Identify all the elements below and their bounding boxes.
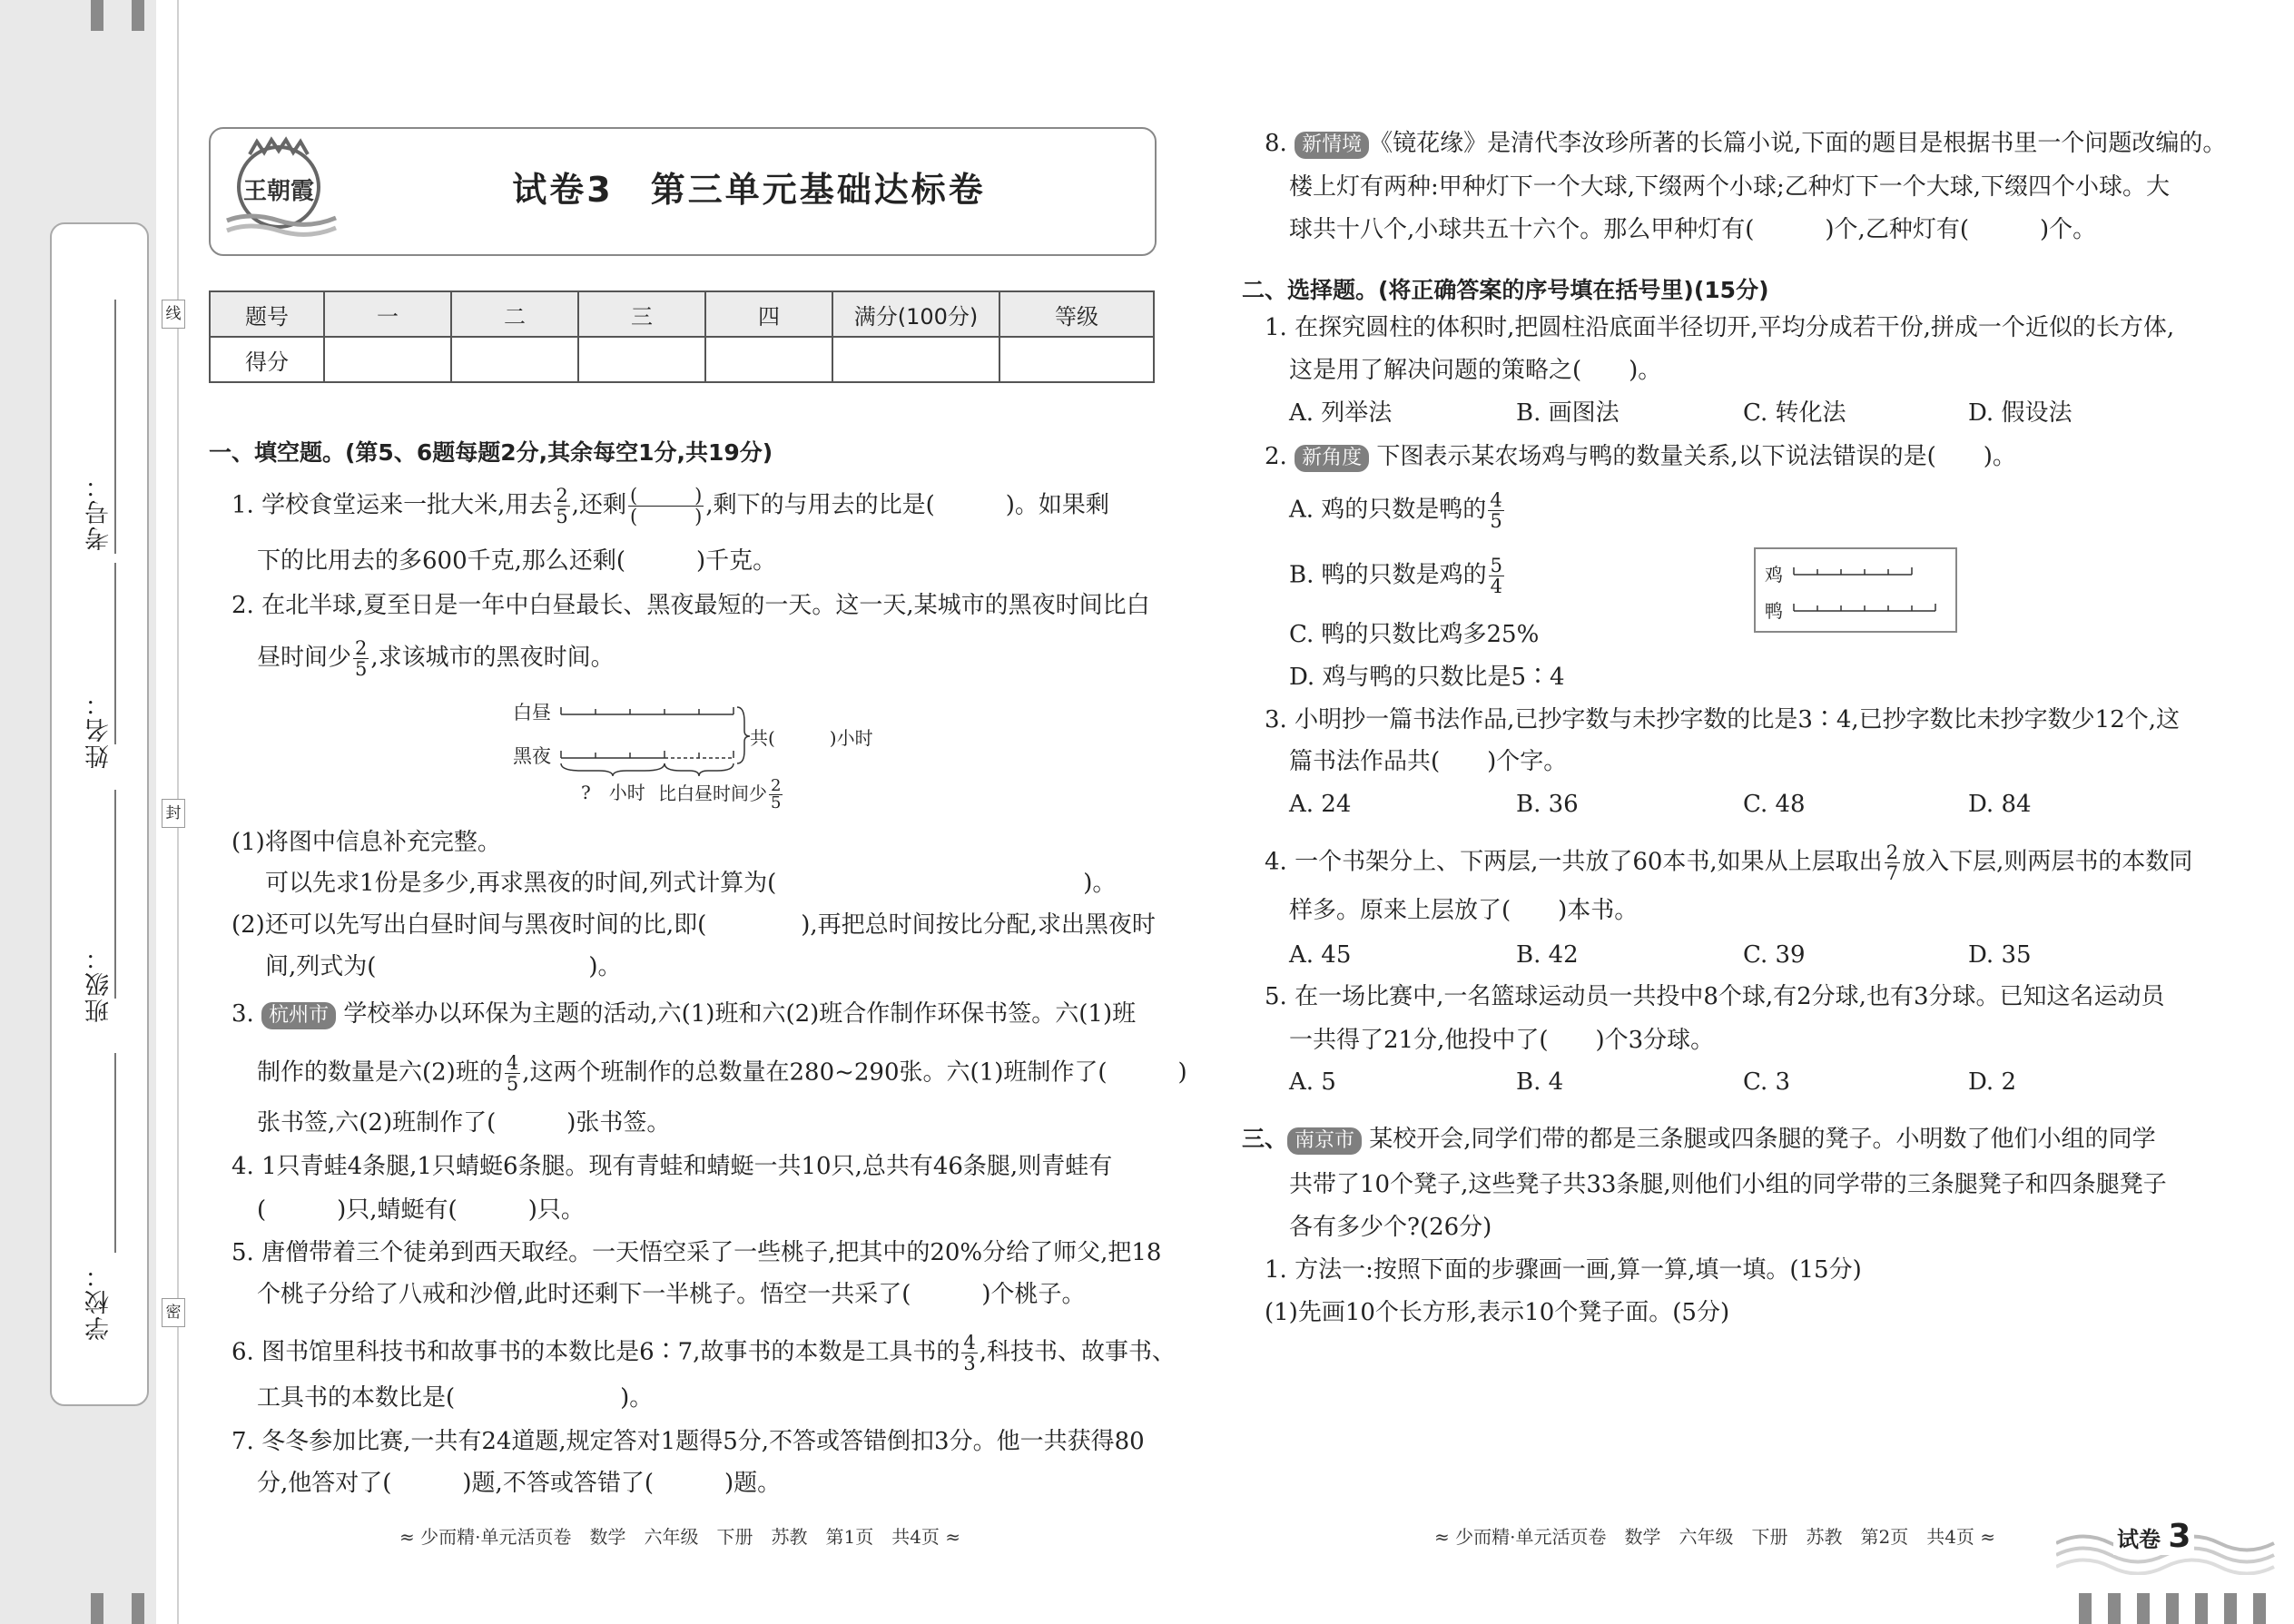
denominator: 4 xyxy=(1490,576,1503,597)
chicken-duck-diagram xyxy=(1754,547,1957,633)
register-mark xyxy=(2166,1593,2179,1624)
option-d[interactable]: D. 35 xyxy=(1968,941,2032,969)
score-table xyxy=(209,290,1155,383)
question-2-part1: (1)将图中信息补充完整。 xyxy=(231,829,501,856)
question-5: 5. 唐僧带着三个徒弟到西天取经。一天悟空采了一些桃子,把其中的20%分给了师父,把18 xyxy=(231,1239,1162,1266)
score-cell[interactable] xyxy=(999,337,1154,382)
question-2-part2-answer: 间,列式为( )。 xyxy=(265,953,622,980)
denominator: 5 xyxy=(355,658,368,680)
numerator: 2 xyxy=(771,776,782,795)
table-header: 四 xyxy=(705,291,832,337)
choice-question-4 xyxy=(1265,842,2192,883)
table-header: 满分(100分) xyxy=(832,291,999,337)
c2-number: 2. xyxy=(1265,443,1287,470)
denominator: 3 xyxy=(963,1353,976,1374)
question-1-line2: 下的比用去的多600千克,那么还剩( )千克。 xyxy=(257,547,777,575)
q3-number: 3. xyxy=(231,1000,254,1028)
compare-label xyxy=(658,778,784,812)
denominator: 5 xyxy=(771,793,782,812)
question-3-line2 xyxy=(257,1053,1187,1094)
q3-text: 制作的数量是六(2)班的 xyxy=(257,1058,503,1087)
register-mark xyxy=(2079,1593,2092,1624)
section-3-method1: 1. 方法一:按照下面的步骤画一画,算一算,填一填。(15分) xyxy=(1265,1256,1862,1284)
page-footer: ≈ 少而精·单元活页卷 数学 六年级 下册 苏教 第1页 共4页 ≈ xyxy=(399,1526,961,1548)
question-3-line3: 张书签,六(2)班制作了( )张书签。 xyxy=(257,1109,671,1137)
register-mark xyxy=(132,1593,144,1624)
blank-line xyxy=(114,1053,116,1253)
option-c[interactable]: C. 48 xyxy=(1743,791,1806,818)
section-3-step1: (1)先画10个长方形,表示10个凳子面。(5分) xyxy=(1265,1299,1730,1326)
option-a[interactable]: A. 24 xyxy=(1289,791,1352,818)
q1-text: 1. 学校食堂运来一批大米,用去 xyxy=(231,491,553,519)
question-5-line2: 个桃子分给了八戒和沙僧,此时还剩下一半桃子。悟空一共采了( )个桃子。 xyxy=(257,1281,1086,1308)
q3-text: ,这两个班制作的总数量在280~290张。六(1)班制作了( ) xyxy=(522,1058,1187,1087)
section-1-heading: 一、填空题。(第5、6题每题2分,其余每空1分,共19分) xyxy=(209,439,773,466)
answer-fraction xyxy=(628,486,704,527)
seal-char: 线 xyxy=(162,300,185,329)
fraction xyxy=(505,1053,520,1094)
register-mark xyxy=(91,0,103,31)
night-label: 黑夜 xyxy=(513,745,551,767)
question-6 xyxy=(231,1333,1176,1373)
register-mark xyxy=(2253,1593,2266,1624)
register-mark xyxy=(2108,1593,2121,1624)
choice-question-4-line2: 样多。原来上层放了( )本书。 xyxy=(1289,897,1639,924)
section-3-line2: 共带了10个凳子,这些凳子共33条腿,则他们小组的同学带的三条腿凳子和四条腿凳子 xyxy=(1289,1171,2167,1198)
denominator: 5 xyxy=(556,506,568,527)
option-d[interactable]: D. 84 xyxy=(1968,791,2032,818)
q8-number: 8. xyxy=(1265,130,1287,157)
choice-question-2 xyxy=(1265,443,2016,472)
numerator: 4 xyxy=(963,1332,976,1353)
question-3 xyxy=(231,1000,1136,1029)
register-mark xyxy=(2137,1593,2150,1624)
q1-text: ,剩下的与用去的比是( )。如果剩 xyxy=(705,491,1109,519)
register-mark xyxy=(2224,1593,2237,1624)
choice-question-3-line2: 篇书法作品共( )个字。 xyxy=(1289,748,1568,775)
student-info-box xyxy=(50,222,149,1406)
denominator: 5 xyxy=(506,1073,519,1095)
question-4-line2: ( )只,蜻蜓有( )只。 xyxy=(257,1196,585,1224)
question-4: 4. 1只青蛙4条腿,1只蜻蜓6条腿。现有青蛙和蜻蜓一共10只,总共有46条腿,则青蛙有 xyxy=(231,1153,1113,1180)
seal-char: 封 xyxy=(162,799,185,828)
score-cell[interactable] xyxy=(705,337,832,382)
c4-text: 4. 一个书架分上、下两层,一共放了60本书,如果从上层取出 xyxy=(1265,848,1883,876)
fraction xyxy=(961,1333,977,1373)
question-8 xyxy=(1265,130,2226,159)
question-1 xyxy=(231,486,1109,527)
day-night-diagram xyxy=(508,694,899,812)
duck-label: 鸭 xyxy=(1765,600,1783,622)
table-header: 三 xyxy=(578,291,705,337)
question-2: 2. 在北半球,夏至日是一年中白昼最长、黑夜最短的一天。这一天,某城市的黑夜时间比白 xyxy=(231,592,1150,619)
option-b[interactable]: B. 画图法 xyxy=(1516,399,1620,427)
question-8-line3: 球共十八个,小球共五十六个。那么甲种灯有( )个,乙种灯有( )个。 xyxy=(1289,216,2097,243)
score-cell[interactable] xyxy=(324,337,451,382)
seal-char: 密 xyxy=(162,1298,185,1327)
q8-text: 《镜花缘》是清代李汝珍所著的长篇小说,下面的题目是根据书里一个问题改编的。 xyxy=(1369,130,2227,157)
c2-text: 下图表示某农场鸡与鸭的数量关系,以下说法错误的是( )。 xyxy=(1376,443,2016,470)
option-text: A. 鸡的只数是鸭的 xyxy=(1289,496,1487,524)
fraction xyxy=(1489,556,1504,596)
region-tag: 杭州市 xyxy=(261,1002,336,1029)
section-3-number: 三、 xyxy=(1242,1126,1288,1152)
chicken-label: 鸡 xyxy=(1765,564,1783,586)
q6-text: 6. 图书馆里科技书和故事书的本数比是6∶7,故事书的本数是工具书的 xyxy=(231,1338,960,1366)
q1-text: ,还剩 xyxy=(571,491,626,519)
fraction xyxy=(769,778,783,812)
option-b[interactable]: B. 36 xyxy=(1516,791,1579,818)
choice-question-1: 1. 在探究圆柱的体积时,把圆柱沿底面半径切开,平均分成若干份,拼成一个近似的长方体, xyxy=(1265,314,2175,341)
numerator: 4 xyxy=(1490,489,1502,511)
numerator: 2 xyxy=(355,637,368,659)
option-d[interactable]: D. 2 xyxy=(1968,1068,2016,1096)
row-label: 得分 xyxy=(210,337,324,382)
q6-text: ,科技书、故事书、 xyxy=(979,1338,1177,1366)
denominator: 7 xyxy=(1885,862,1899,884)
question-2-part1-answer: 可以先求1份是多少,再求黑夜的时间,列式计算为( )。 xyxy=(265,870,1117,897)
fraction xyxy=(1488,490,1503,531)
category-tag: 新角度 xyxy=(1295,445,1369,472)
option-a[interactable]: A. 5 xyxy=(1289,1068,1336,1096)
score-cell[interactable] xyxy=(451,337,578,382)
name-label: 姓名： xyxy=(85,690,113,769)
numerator: 5 xyxy=(1490,555,1503,576)
c4-text: 放入下层,则两层书的本数同 xyxy=(1902,848,2193,876)
school-label: 学校： xyxy=(85,1262,113,1341)
question-7-line2: 分,他答对了( )题,不答或答错了( )题。 xyxy=(257,1470,782,1497)
class-label: 班级： xyxy=(85,944,113,1023)
badge-label: 试卷 xyxy=(2117,1527,2161,1552)
fraction xyxy=(1885,842,1900,883)
option-text: B. 鸭的只数是鸡的 xyxy=(1289,561,1487,589)
option-c[interactable]: C. 39 xyxy=(1743,941,1806,969)
score-cell[interactable] xyxy=(832,337,999,382)
option-b[interactable]: B. 4 xyxy=(1516,1068,1564,1096)
region-tag: 南京市 xyxy=(1287,1127,1362,1155)
day-label: 白昼 xyxy=(513,702,551,723)
choice-question-5-line2: 一共得了21分,他投中了( )个3分球。 xyxy=(1289,1027,1715,1054)
exam-badge xyxy=(2113,1518,2194,1555)
numerator: 4 xyxy=(506,1052,519,1074)
option-c[interactable]: C. 3 xyxy=(1743,1068,1791,1096)
numerator: 2 xyxy=(1885,842,1899,863)
page-footer: ≈ 少而精·单元活页卷 数学 六年级 下册 苏教 第2页 共4页 ≈ xyxy=(1434,1526,1996,1548)
option-a[interactable]: A. 列举法 xyxy=(1289,399,1393,427)
q2-text: 昼时间少 xyxy=(257,644,352,672)
section-2-heading: 二、选择题。(将正确答案的序号填在括号里)(15分) xyxy=(1242,277,1769,303)
q2-text: ,求该城市的黑夜时间。 xyxy=(370,644,615,672)
section-3-heading xyxy=(1242,1126,2156,1155)
fraction xyxy=(554,486,569,527)
numerator: 2 xyxy=(556,485,568,507)
option-b[interactable]: B. 42 xyxy=(1516,941,1579,969)
choice-question-5: 5. 在一场比赛中,一名篮球运动员一共投中8个球,有2分球,也有3分球。已知这名运动员 xyxy=(1265,983,2165,1010)
option-a[interactable] xyxy=(1289,490,1506,531)
table-header: 等级 xyxy=(999,291,1154,337)
question-8-line2: 楼上灯有两种:甲种灯下一个大球,下缀两个小球;乙种灯下一个大球,下缀四个小球。大 xyxy=(1289,173,2171,201)
numerator-blank[interactable]: ( ) xyxy=(629,485,703,507)
question-2-part2: (2)还可以先写出白昼时间与黑夜时间的比,即( ),再把总时间按比分配,求出黑夜时 xyxy=(231,911,1156,939)
unknown-hours-label: ? 小时 xyxy=(581,782,645,803)
q3-text: 学校举办以环保为主题的活动,六(1)班和六(2)班合作制作环保书签。六(1)班 xyxy=(343,1000,1137,1028)
table-header: 题号 xyxy=(210,291,324,337)
comparison-bars xyxy=(1756,549,1955,631)
table-header: 二 xyxy=(451,291,578,337)
question-2-line2 xyxy=(257,638,615,679)
denominator-blank[interactable]: ( ) xyxy=(629,506,703,527)
compare-text: 比白昼时间少 xyxy=(658,782,767,804)
logo-text: 王朝霞 xyxy=(242,178,314,205)
category-tag: 新情境 xyxy=(1295,132,1369,159)
section-3-line3: 各有多少个?(26分) xyxy=(1289,1214,1492,1241)
question-7: 7. 冬冬参加比赛,一共有24道题,规定答对1题得5分,不答或答错倒扣3分。他一共获得80 xyxy=(231,1428,1145,1455)
question-6-line2: 工具书的本数比是( )。 xyxy=(257,1384,654,1412)
fraction xyxy=(353,638,369,679)
page-title: 试卷3 第三单元基础达标卷 xyxy=(512,170,986,210)
denominator: 5 xyxy=(1490,510,1502,532)
register-mark xyxy=(132,0,144,31)
exam-number-label: 考号： xyxy=(85,472,113,551)
score-cell[interactable] xyxy=(578,337,705,382)
option-c[interactable]: C. 鸭的只数比鸡多25% xyxy=(1289,621,1540,648)
total-hours-label: 共( )小时 xyxy=(750,727,873,749)
option-d[interactable]: D. 鸡与鸭的只数比是5∶4 xyxy=(1289,664,1565,691)
option-c[interactable]: C. 转化法 xyxy=(1743,399,1846,427)
badge-number: 3 xyxy=(2168,1518,2191,1555)
choice-question-3: 3. 小明抄一篇书法作品,已抄字数与未抄字数的比是3∶4,已抄字数比未抄字数少12个,这 xyxy=(1265,706,2181,733)
section-3-text: 某校开会,同学们带的都是三条腿或四条腿的凳子。小明数了他们小组的同学 xyxy=(1369,1126,2156,1153)
register-mark xyxy=(91,1593,103,1624)
option-a[interactable]: A. 45 xyxy=(1289,941,1352,969)
option-d[interactable]: D. 假设法 xyxy=(1968,399,2072,427)
register-mark xyxy=(2195,1593,2208,1624)
table-header: 一 xyxy=(324,291,451,337)
option-b[interactable] xyxy=(1289,556,1506,596)
choice-question-1-line2: 这是用了解决问题的策略之( )。 xyxy=(1289,357,1662,384)
